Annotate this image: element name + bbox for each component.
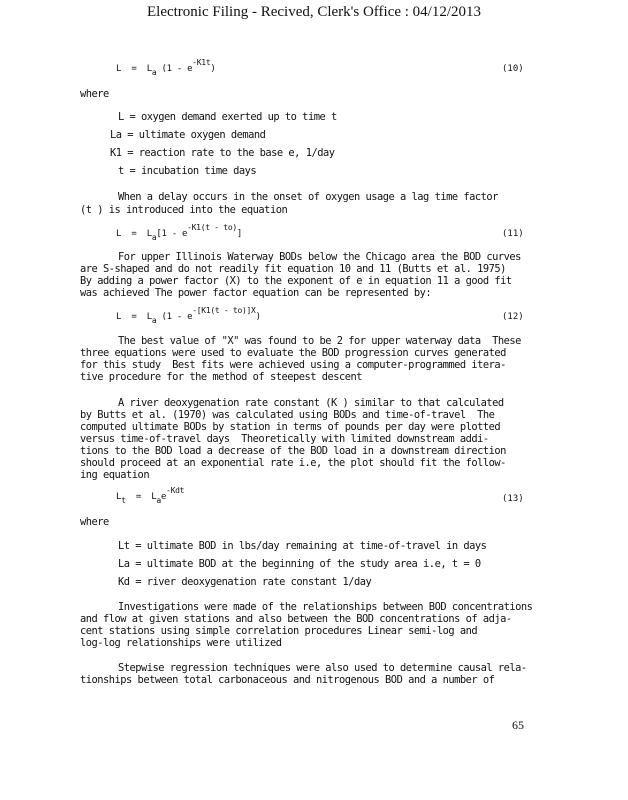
paragraph-4-line-4: versus time-of-travel days Theoretically with limited downstream addi-	[80, 433, 489, 445]
paragraph-4-line-2: by Butts et al. (1970) was calculated using BODs and time-of-travel The	[80, 409, 495, 421]
paragraph-6-line-1: Stepwise regression techniques were also used to determine causal rela-	[118, 662, 527, 674]
paragraph-3-line-1: The best value of "X" was found to be 2 for upper waterway data These	[118, 335, 521, 347]
equation-11: L = La[1 - e-K1(t - to)]	[116, 223, 242, 242]
equation-10-number: (10)	[502, 64, 524, 74]
paragraph-2-line-4: was achieved The power factor equation can be represented by:	[80, 287, 432, 299]
equation-10: L = La (1 - e-K1t)	[116, 58, 216, 77]
definition-Kd: Kd = river deoxygenation rate constant 1/day	[118, 576, 372, 588]
paragraph-1-line-1: When a delay occurs in the onset of oxygen usage a lag time factor	[118, 191, 498, 203]
definition-L: L = oxygen demand exerted up to time t	[118, 111, 337, 123]
paragraph-5-line-4: log-log relationships were utilized	[80, 637, 282, 649]
paragraph-3-line-3: for this study Best fits were achieved using a computer-programmed itera-	[80, 359, 506, 371]
paragraph-4-line-1: A river deoxygenation rate constant (K ) similar to that calculated	[118, 397, 504, 409]
definition-Lt: Lt = ultimate BOD in lbs/day remaining at time-of-travel in days	[118, 540, 487, 552]
paragraph-3-line-4: tive procedure for the method of steepest descent	[80, 371, 363, 383]
paragraph-4-line-3: computed ultimate BODs by station in terms of pounds per day were plotted	[80, 421, 501, 433]
where-label-1: where	[80, 88, 109, 100]
where-label-2: where	[80, 516, 109, 528]
equation-12: L = La (1 - e-[K1(t - to)]X)	[116, 306, 261, 325]
definition-La: La = ultimate oxygen demand	[110, 129, 266, 141]
paragraph-5-line-1: Investigations were made of the relationships between BOD concentrations	[118, 601, 533, 613]
paragraph-4-line-5: tions to the BOD load a decrease of the BOD load in a downstream direction	[80, 445, 506, 457]
paragraph-4-line-7: ing equation	[80, 469, 150, 481]
page-number: 65	[512, 718, 524, 732]
paragraph-2-line-3: By adding a power factor (X) to the exponent of e in equation 11 a good fit	[80, 275, 512, 287]
equation-13-number: (13)	[502, 494, 524, 504]
paragraph-5-line-3: cent stations using simple correlation procedures Linear semi-log and	[80, 625, 478, 637]
paragraph-6-line-2: tionships between total carbonaceous and nitrogenous BOD and a number of	[80, 674, 495, 686]
paragraph-3-line-2: three equations were used to evaluate the BOD progression curves generated	[80, 347, 506, 359]
equation-12-number: (12)	[502, 312, 524, 322]
definition-K1: K1 = reaction rate to the base e, 1/day	[110, 147, 335, 159]
equation-11-number: (11)	[502, 229, 524, 239]
definition-t: t = incubation time days	[118, 165, 257, 177]
equation-13: Lt = Lae-Kdt	[116, 486, 185, 505]
paragraph-5-line-2: and flow at given stations and also between the BOD concentrations of adja-	[80, 613, 512, 625]
paragraph-4-line-6: should proceed at an exponential rate i.e, the plot should fit the follow-	[80, 457, 506, 469]
filing-header: Electronic Filing - Recived, Clerk's Office : 04/12/2013	[146, 4, 482, 20]
definition-La-2: La = ultimate BOD at the beginning of the study area i.e, t = 0	[118, 558, 481, 570]
paragraph-2-line-2: are S-shaped and do not readily fit equation 10 and 11 (Butts et al. 1975)	[80, 263, 506, 275]
paragraph-2-line-1: For upper Illinois Waterway BODs below the Chicago area the BOD curves	[118, 251, 521, 263]
paragraph-1-line-2: (t ) is introduced into the equation	[80, 204, 288, 216]
